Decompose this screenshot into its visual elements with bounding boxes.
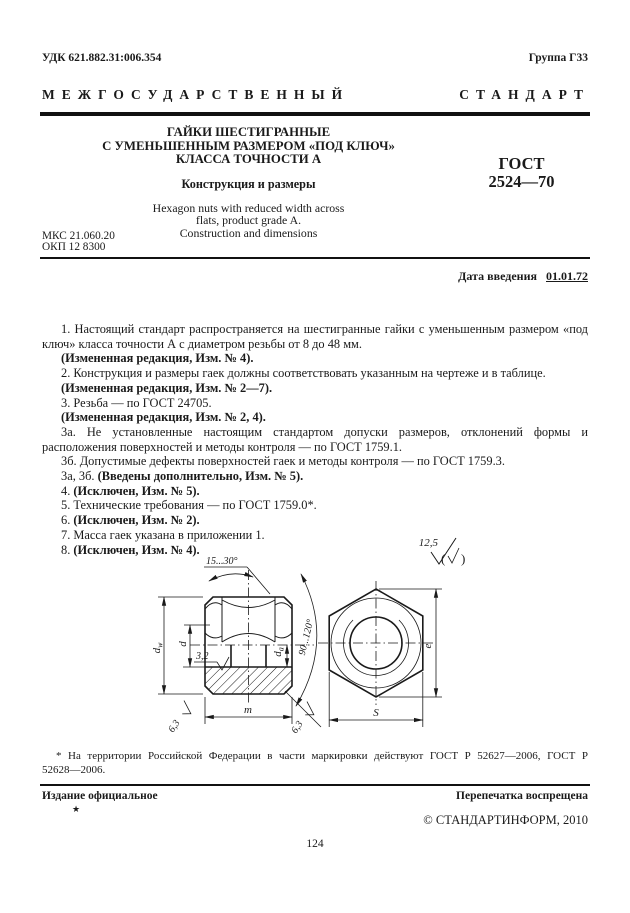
- paragraph: 8. (Исключен, Изм. № 4).: [61, 542, 200, 557]
- roughness-value: 12,5: [418, 537, 438, 549]
- dimension-s: S: [373, 707, 379, 719]
- date-label: Дата введения: [458, 269, 537, 283]
- title-en-line-3: Construction and dimensions: [179, 225, 318, 240]
- reprint-prohibited-label: Перепечатка воспрещена: [456, 790, 588, 802]
- bearing-roughness-value: 3,2: [196, 651, 209, 662]
- classification-codes: [42, 231, 115, 253]
- standard-word-1: МЕЖГОСУДАРСТВЕННЫЙ: [42, 87, 350, 102]
- paragraph: 4. (Исключен, Изм. № 5).: [61, 483, 200, 498]
- roughness-check-small-icon: [448, 548, 459, 563]
- mks-code: МКС 21.060.20: [42, 230, 115, 242]
- gost-designation: [455, 155, 588, 190]
- gost-number: 2524—70: [488, 171, 555, 191]
- introduction-date: [458, 269, 588, 284]
- nut-section-view: [151, 556, 321, 736]
- surface-finish-symbol: [419, 537, 466, 566]
- title-line-3: КЛАССА ТОЧНОСТИ А: [175, 152, 322, 167]
- dimension-da: $d_a$: [272, 647, 286, 657]
- footnote: * На территории Российской Федерации в части маркировки действуют ГОСТ Р 52627—2006, ГОСТ Р 52628—2006.: [42, 750, 588, 776]
- svg-text:6,3: 6,3: [289, 719, 306, 736]
- title-en-line-2: flats, product grade A.: [195, 213, 302, 228]
- udk-code: УДК 621.882.31:006.354: [42, 52, 162, 64]
- paragraph: 2. Конструкция и размеры гаек должны соответствовать указанным на чертеже и в таблице.: [61, 366, 546, 381]
- chamfer-angle-label: 15...30°: [206, 556, 238, 567]
- side-roughness-left: [166, 701, 195, 736]
- group-code: Группа Г33: [528, 52, 588, 64]
- nut-face-view: [318, 581, 442, 727]
- copyright-line: © СТАНДАРТИНФОРМ, 2010: [423, 813, 588, 827]
- page-number: 124: [306, 838, 324, 850]
- roughness-check-icon: [300, 702, 317, 719]
- countersink-angle-label: 90...120°: [296, 618, 317, 657]
- star-icon: ★: [72, 804, 81, 814]
- paragraph: 3. Резьба — по ГОСТ 24705.: [61, 395, 212, 410]
- paragraph: 1. Настоящий стандарт распространяется на шестигранные гайки с уменьшенным размером «под ключ» класса точности А с диаметром резьбы от 8 до 48 мм.: [42, 322, 588, 351]
- title-line-2: С УМЕНЬШЕННЫМ РАЗМЕРОМ «ПОД КЛЮЧ»: [102, 138, 395, 153]
- dimension-dw: $d_w$: [151, 642, 165, 654]
- paren-open: (: [441, 551, 446, 566]
- standard-word-2: СТАНДАРТ: [459, 87, 590, 102]
- footer-row: [42, 790, 588, 802]
- paragraph: (Измененная редакция, Изм. № 2—7).: [61, 380, 273, 395]
- paragraph: 6. (Исключен, Изм. № 2).: [61, 513, 200, 528]
- paragraph: (Измененная редакция, Изм. № 2, 4).: [61, 410, 266, 425]
- date-value: 01.01.72: [546, 269, 588, 283]
- footer-divider: [40, 784, 590, 786]
- gost-label: ГОСТ: [498, 154, 545, 173]
- paren-close: ): [461, 551, 466, 566]
- nut-technical-drawing: [0, 527, 630, 765]
- paragraph: 5. Технические требования — по ГОСТ 1759.0*.: [61, 498, 317, 513]
- dimension-d: d: [177, 641, 189, 647]
- paragraph: 3а, 3б. (Введены дополнительно, Изм. № 5).: [61, 469, 304, 484]
- title-en-line-1: Hexagon nuts with reduced width across: [152, 200, 345, 215]
- paragraph: (Измененная редакция, Изм. № 4).: [61, 351, 254, 366]
- paragraph: 3б. Допустимые дефекты поверхностей гаек и методы контроля — по ГОСТ 1759.3.: [61, 454, 505, 469]
- standard-type-line: [42, 87, 590, 103]
- thick-divider: [40, 112, 590, 116]
- title-subtitle: Конструкция и размеры: [181, 176, 316, 191]
- document-header: [42, 52, 588, 64]
- body-paragraphs: [42, 322, 588, 557]
- dimension-m: m: [244, 704, 252, 716]
- okp-code: ОКП 12 8300: [42, 241, 106, 253]
- svg-text:6,3: 6,3: [166, 718, 183, 735]
- dimension-e: e: [422, 643, 434, 649]
- paragraph: 7. Масса гаек указана в приложении 1.: [61, 527, 265, 542]
- title-line-1: ГАЙКИ ШЕСТИГРАННЫЕ: [166, 125, 331, 139]
- official-edition-label: Издание официальное: [42, 790, 158, 802]
- thin-divider: [40, 257, 590, 259]
- roughness-check-icon: [177, 701, 194, 718]
- paragraph: 3а. Не установленные настоящим стандартом допуски размеров, отклонений формы и расположения поверхностей и методы контроля — по ГОСТ 1759.1.: [42, 424, 588, 454]
- title-block: [42, 126, 455, 240]
